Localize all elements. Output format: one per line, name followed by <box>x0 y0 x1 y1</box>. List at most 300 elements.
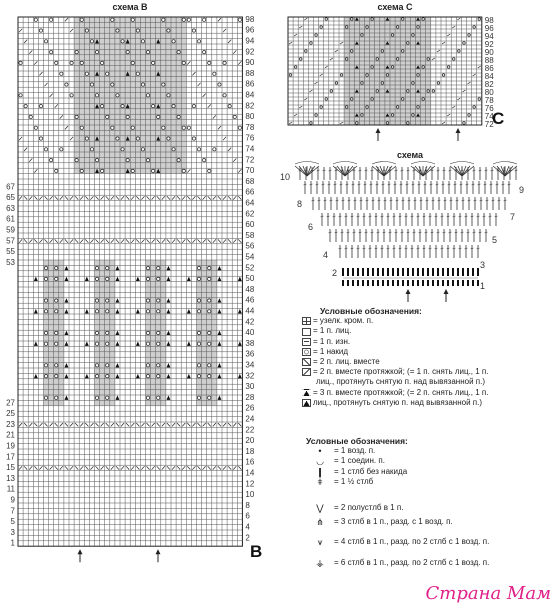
yarn-over-mark <box>131 18 134 21</box>
yarn-over-mark <box>146 94 149 97</box>
chain-arc <box>450 162 474 165</box>
yarn-over-mark <box>131 61 134 64</box>
k2tog-mark <box>182 239 185 242</box>
legend-row <box>306 456 489 466</box>
row-number: 60 <box>245 220 255 230</box>
yarn-over-mark <box>121 104 124 107</box>
yarn-over-mark <box>197 40 200 43</box>
row-number: 54 <box>245 252 255 262</box>
yarn-over-mark <box>24 104 27 107</box>
yarn-over-mark <box>50 18 53 21</box>
yarn-over-mark <box>463 122 466 125</box>
decrease-mark <box>167 374 171 378</box>
legend-row <box>302 347 488 357</box>
yarn-over-mark <box>208 364 211 367</box>
k2tog-mark <box>223 137 226 140</box>
ssk-mark <box>177 239 180 242</box>
k2tog-mark <box>34 61 37 64</box>
legend-row <box>302 357 488 367</box>
yarn-over-mark <box>208 310 211 313</box>
row-number: 25 <box>6 409 15 419</box>
yarn-over-mark <box>146 310 149 313</box>
ssk-mark <box>187 423 190 426</box>
row-number: 1 <box>480 281 486 291</box>
row-number: 61 <box>6 214 15 224</box>
yarn-over-mark <box>447 66 450 69</box>
legend-knitting-title: Условные обозначения: <box>320 306 422 316</box>
ssk-mark <box>177 423 180 426</box>
row-number: 76 <box>484 104 494 113</box>
ssk-mark <box>106 196 109 199</box>
yarn-over-mark <box>152 169 155 172</box>
yarn-over-mark <box>192 104 195 107</box>
legend-text: = 1 стлб без накида <box>334 466 408 476</box>
row-number: 65 <box>6 193 15 203</box>
yarn-over-mark <box>101 61 104 64</box>
k2tog-mark <box>39 239 42 242</box>
yarn-over-mark <box>427 58 430 61</box>
row-number: 92 <box>245 47 255 57</box>
yarn-over-mark <box>101 104 104 107</box>
legend-text: = 2 п. вместе протяжкой; (= 1 п. снять лиц., 1 п. <box>313 367 489 377</box>
k2tog-mark <box>101 196 104 199</box>
k2tog-mark <box>70 196 73 199</box>
row-number: 42 <box>245 317 255 327</box>
row-number: 78 <box>245 122 255 132</box>
decrease-mark <box>187 309 191 313</box>
row-number: 78 <box>484 96 494 105</box>
yarn-over-mark <box>131 169 134 172</box>
decrease-mark <box>238 341 242 345</box>
ssk-mark <box>208 196 211 199</box>
decrease-mark <box>238 374 242 378</box>
edge-stitch-symbol-icon <box>302 317 311 325</box>
yarn-over-mark <box>80 61 83 64</box>
row-number: 96 <box>484 24 494 33</box>
k2tog-mark <box>473 74 476 76</box>
k2tog-mark <box>101 423 104 426</box>
shell-stitch-mark <box>337 166 345 176</box>
k2tog-mark <box>187 169 190 172</box>
ssk-mark <box>75 466 78 469</box>
yarn-over-mark <box>55 299 58 302</box>
legend-text: = 1 ½ стлб <box>334 476 374 486</box>
row-number: 21 <box>6 430 15 440</box>
legend-row <box>306 477 489 487</box>
legend-row <box>302 337 488 347</box>
k2tog-mark <box>182 196 185 199</box>
k2tog-mark <box>70 137 73 140</box>
yarn-over-mark <box>203 18 206 21</box>
yarn-over-mark <box>101 169 104 172</box>
k2tog-mark <box>141 196 144 199</box>
yarn-over-mark <box>116 29 119 32</box>
ssk-mark <box>96 423 99 426</box>
k2tog-mark <box>152 423 155 426</box>
decrease-mark <box>65 363 69 367</box>
row-number: 84 <box>484 72 494 81</box>
ssk-mark <box>65 239 68 242</box>
watermark-logo: Страна Мам <box>425 583 551 604</box>
row-number: 14 <box>245 468 255 478</box>
k2tog-mark <box>462 90 465 92</box>
single-crochet-symbol-icon: ❙ <box>316 466 324 477</box>
yarn-over-mark <box>172 148 175 151</box>
yarn-over-mark <box>386 74 389 77</box>
decrease-mark <box>187 374 191 378</box>
decrease-mark <box>65 298 69 302</box>
yarn-over-mark <box>157 266 160 269</box>
legend-row <box>302 398 488 408</box>
yarn-over-mark <box>177 115 180 118</box>
yarn-over-mark <box>95 396 98 399</box>
row-number: 96 <box>245 25 255 35</box>
legend-text-continued: лиц., протянуть снятую п. над вывязанной п.) <box>316 377 485 387</box>
yarn-over-mark <box>141 148 144 151</box>
decrease-mark <box>167 298 171 302</box>
row-number: 63 <box>6 203 15 213</box>
k2tog-mark <box>111 196 114 199</box>
yarn-over-mark <box>391 114 394 117</box>
row-number: 56 <box>245 241 255 251</box>
ssk-mark <box>106 239 109 242</box>
k2tog-mark <box>447 114 450 116</box>
k2tog-mark <box>213 423 216 426</box>
yarn-over-mark <box>39 137 42 140</box>
yarn-over-mark <box>208 331 211 334</box>
ssk-mark <box>157 239 160 242</box>
yarn-over-mark <box>223 94 226 97</box>
yarn-over-mark <box>90 40 93 43</box>
k2tog-mark <box>223 239 226 242</box>
yarn-over-mark <box>44 374 47 377</box>
row-number: 40 <box>245 328 255 338</box>
k2tog-mark <box>238 61 241 64</box>
decrease-mark <box>167 309 171 313</box>
k2tog-mark <box>19 423 22 426</box>
chain-arc <box>493 162 517 165</box>
k2tog-mark <box>228 40 231 43</box>
yarn-over-mark <box>345 106 348 109</box>
knit-symbol-icon <box>302 328 311 336</box>
yarn-over-mark <box>208 61 211 64</box>
yarn-over-mark <box>325 18 328 21</box>
k2tog-mark <box>233 196 236 199</box>
yarn-over-mark <box>197 331 200 334</box>
yarn-over-mark <box>44 364 47 367</box>
arrow-head-icon <box>78 549 83 554</box>
k2tog-mark <box>213 239 216 242</box>
k2tog-mark <box>233 239 236 242</box>
yarn-over-mark <box>146 364 149 367</box>
chart-c-grid <box>288 16 494 141</box>
row-number: 94 <box>245 36 255 46</box>
yarn-over-mark <box>75 115 78 118</box>
k2tog-mark <box>60 115 63 118</box>
yarn-over-mark <box>422 66 425 69</box>
k2tog-mark <box>309 90 312 92</box>
legend-row <box>306 517 489 527</box>
k2tog-mark <box>213 196 216 199</box>
row-number: 19 <box>6 441 15 451</box>
yarn-over-mark <box>361 34 364 37</box>
decrease-mark <box>136 374 140 378</box>
legend-row <box>302 388 488 398</box>
ssk-mark <box>228 196 231 199</box>
k2tog-mark <box>80 466 83 469</box>
yarn-over-mark <box>350 18 353 21</box>
yarn-over-mark <box>294 66 297 69</box>
row-number: 64 <box>245 198 255 208</box>
ssk-mark <box>187 196 190 199</box>
k2tog-mark <box>172 423 175 426</box>
k2tog-mark <box>335 50 338 52</box>
yarn-over-mark <box>437 82 440 85</box>
k2tog-mark <box>111 466 114 469</box>
yarn-over-mark <box>320 106 323 109</box>
yarn-over-mark <box>157 374 160 377</box>
chain-arc <box>295 162 319 165</box>
row-number: 11 <box>6 484 15 494</box>
ssk-mark <box>218 239 221 242</box>
yarn-over-mark <box>157 364 160 367</box>
k2tog-mark <box>289 122 292 124</box>
k2tog-mark <box>457 18 460 20</box>
yarn-over-mark <box>157 396 160 399</box>
yarn-over-mark <box>55 364 58 367</box>
yarn-over-mark <box>203 50 206 53</box>
yarn-over-mark <box>310 42 313 45</box>
row-number: 88 <box>245 68 255 78</box>
row-number: 80 <box>245 112 255 122</box>
yarn-over-mark <box>95 299 98 302</box>
row-number: 1 <box>10 538 15 548</box>
k2tog-mark <box>70 239 73 242</box>
yarn-over-mark <box>376 58 379 61</box>
yarn-over-mark <box>366 106 369 109</box>
arrow-head-icon <box>444 289 449 294</box>
k2tog-mark <box>172 466 175 469</box>
chart-c-title: схема C <box>377 2 413 12</box>
ssk-mark <box>157 466 160 469</box>
yarn-over-mark <box>116 137 119 140</box>
yarn-over-mark <box>238 126 241 129</box>
k2tog-mark <box>80 239 83 242</box>
k2tog-mark <box>39 196 42 199</box>
yarn-over-mark <box>85 29 88 32</box>
k2tog-mark <box>70 423 73 426</box>
row-number: 23 <box>6 419 15 429</box>
yarn-over-mark <box>350 98 353 101</box>
yarn-over-mark <box>80 169 83 172</box>
chain-symbol-icon: • <box>318 446 322 457</box>
yarn-over-mark <box>126 115 129 118</box>
yarn-over-mark <box>55 169 58 172</box>
ssk-mark <box>228 423 231 426</box>
decrease-mark <box>167 395 171 399</box>
row-number: 55 <box>6 247 15 257</box>
row-number: 5 <box>10 517 15 527</box>
k2tog-mark <box>325 66 328 68</box>
yarn-over-mark <box>340 74 343 77</box>
ssk-mark <box>238 239 241 242</box>
yarn-over-mark <box>208 169 211 172</box>
k2tog-mark <box>294 34 297 36</box>
yarn-over-mark <box>203 158 206 161</box>
k2tog-mark <box>320 74 323 76</box>
yarn-over-mark <box>95 158 98 161</box>
k2tog-mark <box>187 61 190 64</box>
yarn-over-mark <box>70 61 73 64</box>
yarn-over-mark <box>44 396 47 399</box>
k2tog-mark <box>233 423 236 426</box>
row-number: 58 <box>245 230 255 240</box>
legend-text: = 6 стлб в 1 п., разд. по 2 стлб с 1 возд. п. <box>334 557 490 567</box>
yarn-over-mark <box>182 169 185 172</box>
ssk-mark <box>198 196 201 199</box>
ssk-mark <box>45 423 48 426</box>
yarn-over-mark <box>111 126 114 129</box>
yarn-over-mark <box>473 106 476 109</box>
k2tog-mark <box>213 115 216 118</box>
ssk-mark <box>34 239 37 242</box>
yarn-over-mark <box>95 331 98 334</box>
yarn-over-mark <box>90 83 93 86</box>
yarn-over-mark <box>95 364 98 367</box>
ssk-mark <box>208 466 211 469</box>
yarn-over-mark <box>44 277 47 280</box>
yarn-over-mark <box>356 122 359 125</box>
k2tog-mark <box>162 466 165 469</box>
yarn-over-mark <box>320 26 323 29</box>
yarn-over-mark <box>157 342 160 345</box>
legend-text: = 2 полустлб в 1 п. <box>334 503 404 513</box>
k2tog-mark <box>437 50 440 52</box>
decrease-mark <box>218 298 222 302</box>
ssk-mark <box>75 239 78 242</box>
ssk-mark <box>238 423 241 426</box>
yarn-over-mark <box>197 266 200 269</box>
yarn-over-mark <box>106 299 109 302</box>
yarn-over-mark <box>126 50 129 53</box>
two-half-double-symbol-icon: ⋁ <box>316 503 324 514</box>
row-number: 9 <box>519 185 525 195</box>
ssk-mark <box>24 196 27 199</box>
row-number: 13 <box>6 473 15 483</box>
ssk-mark <box>198 239 201 242</box>
yarn-over-mark <box>218 83 221 86</box>
k2tog-mark <box>228 148 231 151</box>
k2tog-mark <box>162 239 165 242</box>
yarn-over-mark <box>116 94 119 97</box>
ssk-mark <box>136 466 139 469</box>
k2tog-mark <box>468 82 471 84</box>
row-number: 90 <box>245 58 255 68</box>
k2tog-mark <box>19 239 22 242</box>
row-number: 10 <box>245 490 255 500</box>
decrease-mark <box>34 309 38 313</box>
k2tog-mark <box>24 148 27 151</box>
k2tog-mark <box>203 94 206 97</box>
yarn-over-mark <box>44 331 47 334</box>
ssk-mark <box>147 466 150 469</box>
k2tog-mark <box>162 196 165 199</box>
ssk-symbol-icon <box>302 368 311 376</box>
ssk-mark <box>55 239 58 242</box>
yarn-over-mark <box>126 158 129 161</box>
yarn-over-mark <box>197 374 200 377</box>
yarn-over-mark <box>192 29 195 32</box>
yarn-over-mark <box>208 277 211 280</box>
yarn-over-mark <box>95 277 98 280</box>
yarn-over-mark <box>111 18 114 21</box>
chain-arc <box>411 162 435 165</box>
decrease-mark <box>218 374 222 378</box>
decrease-mark <box>65 395 69 399</box>
ssk-mark <box>34 423 37 426</box>
ssk-mark <box>157 423 160 426</box>
row-number: 6 <box>245 511 250 521</box>
row-number: 15 <box>6 463 15 473</box>
yarn-over-mark <box>162 126 165 129</box>
yarn-over-mark <box>60 148 63 151</box>
yarn-over-mark <box>427 90 430 93</box>
ssk-mark <box>106 423 109 426</box>
yarn-over-mark <box>213 148 216 151</box>
yarn-over-mark <box>371 98 374 101</box>
k2tog-mark <box>90 466 93 469</box>
k2tog-mark <box>447 34 450 36</box>
k2tog-mark <box>70 29 73 32</box>
k2tog-mark <box>90 196 93 199</box>
ssk-mark <box>85 466 88 469</box>
yarn-over-mark <box>136 137 139 140</box>
k2tog-mark <box>223 29 226 32</box>
yarn-over-mark <box>208 396 211 399</box>
three-dc-shell-symbol-icon: ⋔ <box>316 517 324 528</box>
row-number: 62 <box>245 209 255 219</box>
legend-text: = 3 п. вместе протяжкой; (= 2 п. снять лиц., 1 п. <box>313 387 489 397</box>
row-number: 28 <box>245 392 255 402</box>
decrease-mark <box>167 277 171 281</box>
row-number: 70 <box>245 166 255 176</box>
k2tog-mark <box>299 26 302 28</box>
ssk-mark <box>55 466 58 469</box>
chart-c-letter: C <box>492 109 505 128</box>
ssk-mark <box>116 196 119 199</box>
yarn-over-mark <box>162 18 165 21</box>
row-number: 26 <box>245 403 255 413</box>
decrease-mark <box>116 266 120 270</box>
k2tog-mark <box>101 239 104 242</box>
row-number: 2 <box>331 268 337 278</box>
yarn-over-mark <box>157 277 160 280</box>
k2tog-mark <box>223 196 226 199</box>
k2tog-mark <box>238 169 241 172</box>
ssk-mark <box>136 196 139 199</box>
k2tog-mark <box>192 196 195 199</box>
yarn-over-mark <box>39 29 42 32</box>
k2tog-mark <box>131 466 134 469</box>
decrease-mark <box>187 277 191 281</box>
k2tog-mark <box>203 239 206 242</box>
k2tog-mark <box>478 66 481 68</box>
arrow-head-icon <box>376 128 381 133</box>
k2tog-mark <box>203 196 206 199</box>
row-number: 6 <box>307 222 313 232</box>
decrease-mark <box>167 331 171 335</box>
decrease-mark <box>85 277 89 281</box>
